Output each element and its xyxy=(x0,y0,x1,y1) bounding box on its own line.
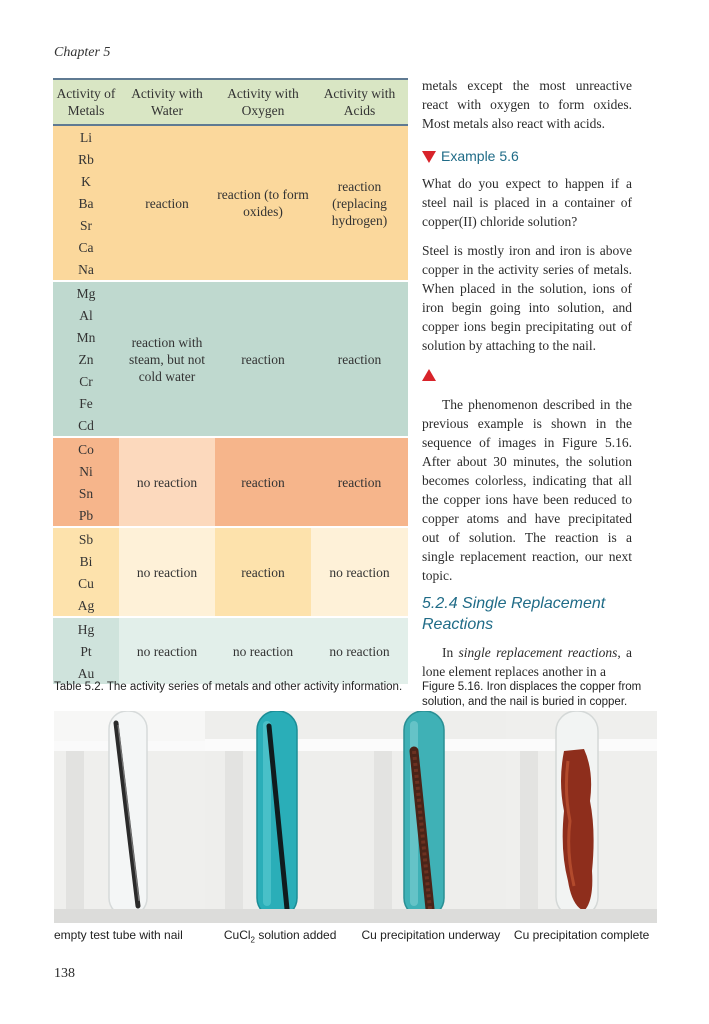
metal-cell: Cd xyxy=(53,414,119,437)
oxygen-cell: reaction xyxy=(215,527,311,617)
triangle-down-icon xyxy=(422,151,436,163)
figure-caption: Figure 5.16. Iron displaces the copper from solution, and the nail is buried in copper. xyxy=(422,681,642,708)
section-intro-term: single replacement reactions xyxy=(458,645,618,660)
metal-cell: Hg xyxy=(53,617,119,640)
photo-label xyxy=(205,928,356,944)
chapter-header: Chapter 5 xyxy=(54,45,111,60)
metal-cell: Cu xyxy=(53,572,119,594)
header-acids: Activity with Acids xyxy=(311,79,408,125)
metal-cell: Sr xyxy=(53,214,119,236)
metal-cell: K xyxy=(53,170,119,192)
table-row xyxy=(53,437,408,460)
activity-series-table xyxy=(53,78,408,684)
metal-cell: Pt xyxy=(53,640,119,662)
metal-cell: Pb xyxy=(53,504,119,527)
figure-photo-labels xyxy=(54,928,657,944)
header-water: Activity with Water xyxy=(119,79,215,125)
metal-cell: Au xyxy=(53,662,119,684)
metal-cell: Ag xyxy=(53,594,119,617)
table-row xyxy=(53,281,408,304)
oxygen-cell: reaction xyxy=(215,437,311,527)
metal-cell: Co xyxy=(53,437,119,460)
metal-cell: Li xyxy=(53,125,119,148)
example-answer: Steel is mostly iron and iron is above copper in the activity series of metals. When placed in the solution, ions of iron begin going into solution, and copper ions begin precipitating out of solution by attaching to the nail. xyxy=(422,243,632,353)
metal-cell: Ba xyxy=(53,192,119,214)
metal-cell: Na xyxy=(53,258,119,281)
acids-cell: no reaction xyxy=(311,527,408,617)
acids-cell: reaction xyxy=(311,281,408,437)
page-number: 138 xyxy=(54,966,75,981)
water-cell: no reaction xyxy=(119,527,215,617)
oxygen-cell: no reaction xyxy=(215,617,311,684)
photo-label-subscript: 2 xyxy=(250,935,255,945)
metal-cell: Bi xyxy=(53,550,119,572)
metal-cell: Ca xyxy=(53,236,119,258)
metal-cell: Mg xyxy=(53,281,119,304)
water-cell: reaction with steam, but not cold water xyxy=(119,281,215,437)
oxygen-cell: reaction xyxy=(215,281,311,437)
photo-empty-tube xyxy=(54,711,205,923)
example-heading xyxy=(422,147,632,166)
table-caption: Table 5.2. The activity series of metals and other activity information. xyxy=(54,681,403,693)
photo-cu-underway xyxy=(356,711,507,923)
photo-cu-complete xyxy=(506,711,657,923)
table-row xyxy=(53,125,408,148)
photo-label: Cu precipitation underway xyxy=(361,928,501,942)
test-tube-illustration xyxy=(506,711,657,923)
metal-cell: Sn xyxy=(53,482,119,504)
figure-photos xyxy=(54,711,657,923)
example-title: Example 5.6 xyxy=(441,148,519,164)
header-oxygen: Activity with Oxygen xyxy=(215,79,311,125)
water-cell: no reaction xyxy=(119,617,215,684)
table-header-row xyxy=(53,79,408,125)
test-tube-illustration xyxy=(356,711,507,923)
water-cell: reaction xyxy=(119,125,215,281)
photo-label-formula: CuCl xyxy=(223,928,251,942)
photo-label: empty test tube with nail xyxy=(54,928,183,942)
right-column xyxy=(422,76,632,681)
metal-cell: Cr xyxy=(53,370,119,392)
body-paragraph: The phenomenon described in the previous example is shown in the sequence of images in Figure 5.16. After about 30 minutes, the solution becomes colorless, indicating that all the copper ions have been reduced to copper atoms and have precipitated out of solution. The reaction is a single replacement reaction, our next topic. xyxy=(422,397,632,583)
oxygen-cell: reaction (to form oxides) xyxy=(215,125,311,281)
metal-cell: Sb xyxy=(53,527,119,550)
example-question: What do you expect to happen if a steel nail is placed in a container of copper(II) chloride solution? xyxy=(422,176,632,229)
section-intro-rest: , a lone element replaces another in a xyxy=(422,645,632,679)
intro-paragraph: metals except the most unreactive react with oxygen to form oxides. Most metals also react with acids. xyxy=(422,78,632,131)
metal-cell: Rb xyxy=(53,148,119,170)
water-cell: no reaction xyxy=(119,437,215,527)
metal-cell: Mn xyxy=(53,326,119,348)
acids-cell: reaction xyxy=(311,437,408,527)
table-row xyxy=(53,617,408,640)
section-intro-prefix: In xyxy=(442,645,459,660)
table-row xyxy=(53,527,408,550)
metal-cell: Al xyxy=(53,304,119,326)
metal-cell: Ni xyxy=(53,460,119,482)
acids-cell: no reaction xyxy=(311,617,408,684)
test-tube-illustration xyxy=(54,711,205,923)
acids-cell: reaction (replacing hydrogen) xyxy=(311,125,408,281)
photo-label-rest: solution added xyxy=(254,928,337,942)
photo-label: Cu precipitation complete xyxy=(513,928,650,942)
section-heading: 5.2.4 Single Replacement Reactions xyxy=(422,595,606,633)
header-metals: Activity of Metals xyxy=(53,79,119,125)
test-tube-illustration xyxy=(205,711,356,923)
metal-cell: Zn xyxy=(53,348,119,370)
photo-cucl2-added xyxy=(205,711,356,923)
section-intro xyxy=(422,643,632,681)
triangle-up-icon xyxy=(422,369,436,381)
metal-cell: Fe xyxy=(53,392,119,414)
